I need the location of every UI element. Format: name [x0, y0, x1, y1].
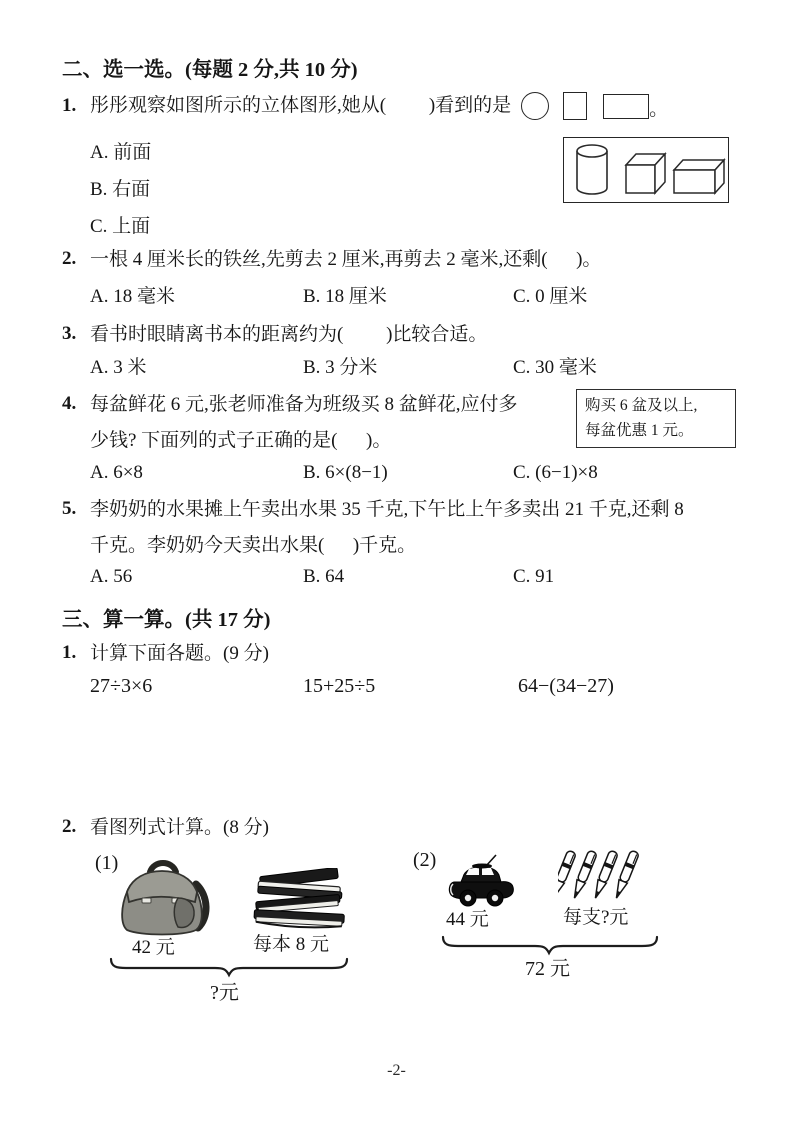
q1-option-c: C. 上面	[90, 216, 151, 237]
q1-period: 。	[649, 99, 669, 121]
calc-q1-text: 计算下面各题。(9 分)	[90, 643, 269, 664]
fig1-price2: 每本 8 元	[253, 934, 330, 955]
section-choice-heading: 二、选一选。(每题 2 分,共 10 分)	[62, 59, 358, 81]
fig1-label: (1)	[95, 852, 119, 874]
books-stack-icon	[250, 868, 348, 932]
fig1-underbrace	[108, 956, 350, 978]
calc-expression-1: 27÷3×6	[90, 675, 153, 697]
q4-number: 4.	[62, 393, 77, 414]
discount-note-line2: 每盆优惠 1 元。	[585, 421, 694, 439]
q3-option-b: B. 3 分米	[303, 357, 378, 378]
q5-line1: 李奶奶的水果摊上午卖出水果 35 千克,下午比上午多卖出 21 千克,还剩 8	[90, 499, 684, 520]
q2-option-a: A. 18 毫米	[90, 286, 175, 307]
q4-option-c: C. (6−1)×8	[513, 462, 598, 483]
q3-option-a: A. 3 米	[90, 357, 147, 378]
q5-line2: 千克。李奶奶今天卖出水果( )千克。	[90, 535, 417, 556]
q3-text: 看书时眼睛离书本的距离约为( )比较合适。	[90, 324, 488, 345]
fig2-price1: 44 元	[446, 909, 489, 930]
q5-option-c: C. 91	[513, 566, 555, 587]
q5-number: 5.	[62, 498, 77, 519]
q2-option-c: C. 0 厘米	[513, 286, 588, 307]
discount-note-line1: 购买 6 盆及以上,	[585, 396, 698, 414]
q4-option-b: B. 6×(8−1)	[303, 462, 388, 483]
q1-number: 1.	[62, 95, 77, 116]
calc-q1-number: 1.	[62, 642, 77, 663]
cube-icon	[626, 154, 665, 193]
section-calc-heading: 三、算一算。(共 17 分)	[62, 609, 271, 631]
fig2-label: (2)	[413, 849, 437, 871]
fig1-total: ?元	[210, 982, 239, 1004]
q1-option-a: A. 前面	[90, 142, 152, 163]
calc-expression-2: 15+25÷5	[303, 675, 376, 697]
rectangle-shape-icon	[603, 94, 649, 119]
cylinder-icon	[577, 145, 607, 194]
fig1-price1: 42 元	[132, 937, 175, 958]
q4-line1: 每盆鲜花 6 元,张老师准备为班级买 8 盆鲜花,应付多	[90, 394, 518, 415]
pens-icon	[558, 846, 658, 912]
calc-q2-text: 看图列式计算。(8 分)	[90, 817, 269, 838]
q2-option-b: B. 18 厘米	[303, 286, 387, 307]
circle-shape-icon	[521, 92, 549, 120]
discount-note-box	[576, 389, 736, 448]
cuboid-icon	[674, 160, 724, 193]
q3-option-c: C. 30 毫米	[513, 357, 597, 378]
page-number: -2-	[387, 1062, 406, 1079]
q1-line	[62, 90, 668, 122]
q3-number: 3.	[62, 323, 77, 344]
q1-option-b: B. 右面	[90, 179, 151, 200]
calc-q2-number: 2.	[62, 816, 77, 837]
square-shape-icon	[563, 92, 587, 120]
solid-figures-box	[563, 137, 729, 203]
q2-number: 2.	[62, 248, 77, 269]
fig2-price2: 每支?元	[563, 907, 629, 928]
q5-option-a: A. 56	[90, 566, 133, 587]
toy-car-icon	[446, 853, 518, 909]
q2-text: 一根 4 厘米长的铁丝,先剪去 2 厘米,再剪去 2 毫米,还剩( )。	[90, 249, 602, 270]
q5-option-b: B. 64	[303, 566, 345, 587]
backpack-icon	[112, 858, 217, 938]
calc-expression-3: 64−(34−27)	[518, 675, 614, 697]
q1-text: 彤彤观察如图所示的立体图形,她从( )看到的是	[90, 95, 512, 117]
q4-option-a: A. 6×8	[90, 462, 143, 483]
fig2-total: 72 元	[525, 958, 570, 980]
q4-line2: 少钱? 下面列的式子正确的是( )。	[90, 430, 392, 451]
